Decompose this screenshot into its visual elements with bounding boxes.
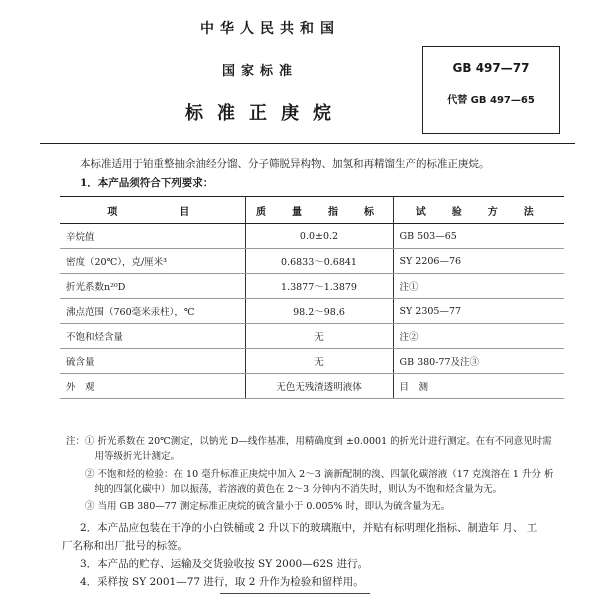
standard-number-box — [422, 46, 560, 134]
row-method: 目 测 — [393, 374, 564, 399]
row-value: 无色无残渣透明液体 — [245, 374, 393, 399]
table-row — [60, 274, 564, 299]
standard-category: 国家标准 — [221, 64, 298, 79]
row-value: 0.6833～0.6841 — [245, 249, 393, 274]
table-row — [60, 224, 564, 249]
intro-paragraph: 本标准适用于铂重整抽余油经分馏、分子筛脱异构物、加氢和再精馏生产的标准正庚烷。 — [80, 158, 490, 170]
standard-code: GB 497—77 — [452, 61, 530, 75]
table-row — [60, 374, 564, 399]
row-item: 不饱和烃含量 — [60, 324, 245, 349]
note-3: ③ 当用 GB 380—77 测定标准正庚烷的硫含量小于 0.005% 时，即认为硫含量为无。 — [66, 501, 451, 512]
column-header-item: 项 目 — [60, 197, 245, 224]
note-2-line-1: ② 不饱和烃的检验：在 10 毫升标准正庚烷中加入 2～3 滴新配制的溴、四氯化碳溶液（17 克溴溶在 1 升分 析 — [66, 469, 554, 480]
table-row — [60, 249, 564, 274]
country-name: 中华人民共和国 — [200, 21, 340, 37]
row-method: GB 503—65 — [393, 224, 564, 249]
row-item: 硫含量 — [60, 349, 245, 374]
clause-2: 2．本产品应包装在干净的小白铁桶或 2 升以下的玻璃瓶中，并贴有标明理化指标、制造年 月、 工 — [80, 522, 538, 534]
row-item: 辛烷值 — [60, 224, 245, 249]
note-1-line-2: 用等级折光计测定。 — [66, 451, 181, 462]
row-method: 注② — [393, 324, 564, 349]
requirements-table — [60, 196, 564, 399]
row-method: GB 380-77及注③ — [393, 349, 564, 374]
footer-divider — [220, 593, 370, 594]
row-item: 折光系数n²⁰D — [60, 274, 245, 299]
row-value: 无 — [245, 324, 393, 349]
column-header-spec: 质 量 指 标 — [245, 197, 393, 224]
column-header-method: 试 验 方 法 — [393, 197, 564, 224]
clause-1: 1．本产品须符合下列要求： — [80, 177, 214, 189]
table-row — [60, 324, 564, 349]
row-item: 外 观 — [60, 374, 245, 399]
table-header-row — [60, 197, 564, 224]
table-row — [60, 299, 564, 324]
row-value: 无 — [245, 349, 393, 374]
note-2-line-2: 纯的四氯化碳中）加以振荡，若溶液的黄色在 2～3 分钟内不消失时，则认为不饱和烃含量为无。 — [66, 484, 503, 495]
row-value: 98.2～98.6 — [245, 299, 393, 324]
clause-3: 3．本产品的贮存、运输及交货验收按 SY 2000—62S 进行。 — [80, 558, 369, 570]
row-method: SY 2206—76 — [393, 249, 564, 274]
table-row — [60, 349, 564, 374]
row-item: 密度（20℃），克/厘米³ — [60, 249, 245, 274]
row-method: 注① — [393, 274, 564, 299]
document-title: 标准正庚烷 — [185, 103, 345, 124]
row-method: SY 2305—77 — [393, 299, 564, 324]
replaces-standard: 代替 GB 497—65 — [447, 95, 535, 106]
clause-4: 4．采样按 SY 2001—77 进行，取 2 升作为检验和留样用。 — [80, 576, 364, 588]
header-divider — [40, 143, 575, 144]
clause-2-continued: 厂名称和出厂批号的标签。 — [62, 540, 188, 552]
row-value: 0.0±0.2 — [245, 224, 393, 249]
row-value: 1.3877～1.3879 — [245, 274, 393, 299]
row-item: 沸点范围（760毫米汞柱），℃ — [60, 299, 245, 324]
note-1-line-1: 注：① 折光系数在 20℃测定，以钠光 D—线作基准，用精确度到 ±0.0001 的折光计进行测定。在有不同意见时需 — [66, 436, 552, 447]
